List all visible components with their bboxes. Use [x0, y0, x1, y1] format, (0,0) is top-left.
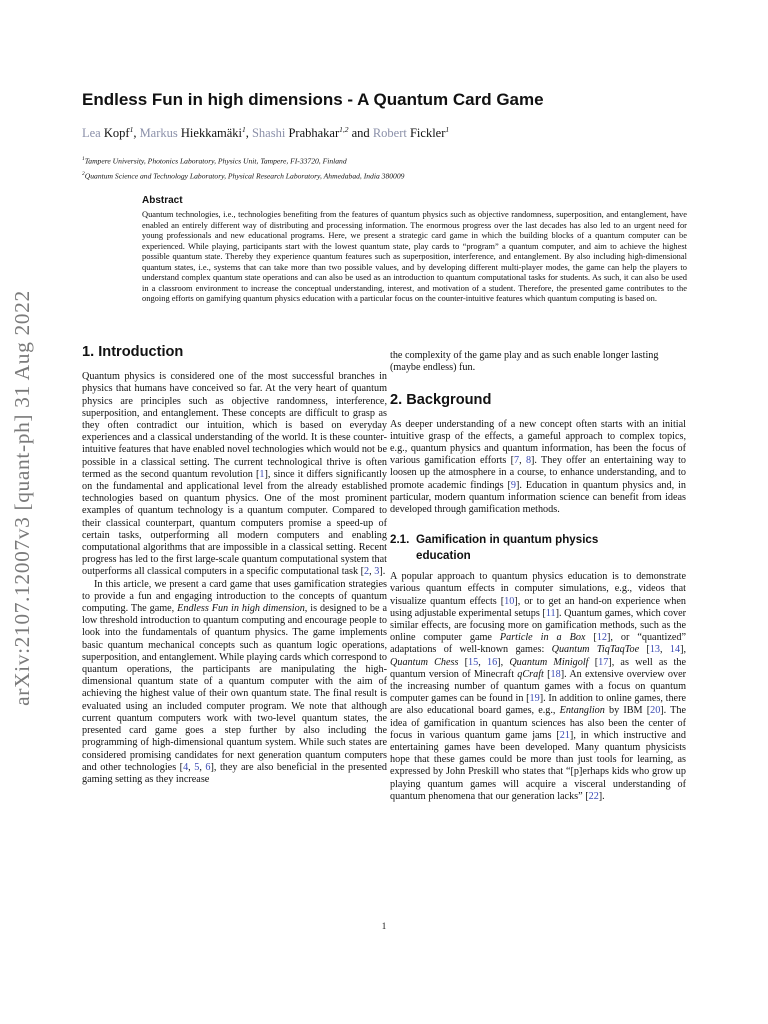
author[interactable]: Robert Fickler$^1$ — [372, 125, 450, 141]
citation-link[interactable]: 1 — [259, 468, 265, 480]
intro-paragraph-1: Quantum physics is considered one of the most successful branches in physics that humans have conceived so far. At the very heart of quantum physics are principles such as objective randomness, interference, superposition, and entanglement. These concepts are difficult to grasp as they often contradict our intuition, which is based on everyday experiences and a classical understanding of the world. It is these counter-intuitive features that have enabled novel technologies which would not be possible in a classical setting. The current technological thrive is often termed as the second quantum revolution [1], since it differs significantly on the fundamental and applicational level from the already established technologies based on quantum physics. One of the most prominent examples of quantum technology is a quantum computer. Compared to their classical counterpart, quantum computers promise a speed-up of certain tasks, outperforming all modern computers and enabling computational algorithms that are impossible in a classical setting. Recent progress has led to the first large-scale quantum computational system that outperforms all classical computers in a specific computational task [2, 3]. — [82, 371, 387, 578]
citation-link[interactable]: 11 — [545, 607, 556, 619]
author[interactable]: Shashi Prabhakar$^{1,2}$ — [251, 125, 349, 141]
citation-link[interactable]: 19 — [529, 693, 540, 705]
citation-link[interactable]: 6 — [205, 761, 211, 773]
citation-link[interactable]: 12 — [596, 632, 607, 644]
citation-link[interactable]: 18 — [550, 668, 561, 680]
background-paragraph-2: A popular approach to quantum physics education is to demonstrate various quantum effects in computer simulations, e.g., videos that visualize quantum effects [10], or to get an hand-on experience when using adjustable experimental setups [11]. Quantum games, which cover similar effects, are focusing more on gamification methods, such as the online computer game Particle in a Box [12], or “quantized” adaptations of well-known games: Quantum TiqTaqToe [13, 14], Quantum Chess [15, 16], Quantum Minigolf [17], as well as the quantum version of Minecraft qCraft [18]. An extensive overview over the increasing number of quantum games with a focus on quantum computer games can be found in [19]. In addition to online games, there are also educational board games, e.g., Entanglion by IBM [20]. The idea of gamification in quantum sciences has also been the center of focus in various quantum game jams [21], in which instructive and entertaining games have been developed. Many quantum physicists hope that these games could be more than just tools for learning, as expressed by John Preskill who states that “[p]erhaps kids who grow up playing quantum games will acquire a visceral understanding of quantum phenomena that our generation lacks” [22]. — [390, 571, 687, 802]
author[interactable]: Lea Kopf$^1$ — [82, 125, 134, 141]
citation-link[interactable]: 16 — [486, 656, 498, 668]
citation-link[interactable]: 17 — [598, 656, 609, 668]
intro-paragraph-2-continued: the complexity of the game play and as such enable longer lasting (maybe endless) fun. — [390, 350, 659, 374]
left-column — [82, 346, 387, 786]
citation-link[interactable]: 14 — [669, 644, 681, 656]
citation-link[interactable]: 10 — [504, 595, 515, 607]
subsection-heading-gamification: 2.1. Gamification in quantum physics education — [390, 533, 599, 562]
citation-link[interactable]: 3 — [374, 566, 380, 578]
citation-link[interactable]: 5 — [194, 761, 200, 773]
author[interactable]: Markus Hiekkamäki$^1$ — [139, 125, 246, 141]
author-list: Lea Kopf$^1$, Markus Hiekkamäki$^1$, Shashi Prabhakar$^{1,2}$ and Robert Fickler$^1$ — [82, 125, 450, 141]
affiliation-1: $^1$Tampere University, Photonics Laboratory, Physics Unit, Tampere, FI-33720, Finland — [82, 156, 347, 166]
citation-link[interactable]: 15 — [468, 656, 479, 668]
right-column — [390, 350, 686, 803]
background-paragraph-1: As deeper understanding of a new concept often starts with an initial intuitive grasp of the effects, a gameful approach to complex topics, e.g., quantum physics and quantum information, has been the focus of various gamification efforts [7, 8]. They offer an entertaining way to loosen up the atmosphere in a course, to enhance understanding, and to promote academic findings [9]. Education in quantum physics and, in particular, modern quantum information science can benefit from ideas developed through gamification methods. — [390, 418, 687, 516]
arxiv-sidebar-stamp: arXiv:2107.12007v3 [quant-ph] 31 Aug 2022 — [10, 290, 34, 706]
citation-link[interactable]: 20 — [650, 705, 661, 717]
paper-title: Endless Fun in high dimensions - A Quantum Card Game — [82, 90, 544, 109]
page-number: 1 — [381, 921, 387, 931]
abstract-text: Quantum technologies, i.e., technologies benefiting from the features of quantum physics such as objective randomness, superposition, and entanglement, have enabled an entirely different way of distributing and processing information. The enormous progress over the last decades has also led to an urgent need for young professionals and new educational programs. Here, we present a strategic card game in which the building blocks of a quantum computer can be experienced. While playing, participants start with the lowest quantum state, play cards to “program” a quantum computer, and aim to achieve the highest possible quantum state. Thereby they experience quantum features such as superposition, interference, and entanglement. By also including high-dimensional quantum states, i.e., systems that can take more than two possible values, and by developing different multi-player modes, the game can help the players to understand complex quantum state operations and can also be used as an introduction to quantum computational tasks for students. As such, it can also be used in a classroom environment to increase the conceptual understanding, interest, and motivation of a student. Therefore, the presented game contributes to the ongoing efforts on gamifying quantum physics education with a particular focus on the counter-intuitive features which quantum computing is based on. — [142, 209, 687, 303]
citation-link[interactable]: 21 — [559, 729, 570, 741]
affiliations — [82, 153, 702, 182]
citation-link[interactable]: 7 — [514, 455, 520, 467]
citation-link[interactable]: 8 — [525, 455, 532, 467]
section-heading-introduction: 1. Introduction — [82, 344, 184, 360]
citation-link[interactable]: 22 — [588, 790, 599, 802]
citation-link[interactable]: 2 — [364, 566, 370, 578]
citation-link[interactable]: 4 — [183, 761, 189, 773]
citation-link[interactable]: 13 — [649, 644, 661, 656]
abstract-heading: Abstract — [142, 195, 183, 206]
intro-paragraph-2: In this article, we present a card game that uses gamification strategies to provide a fun and engaging introduction to the concepts of quantum computing. The game, Endless Fun in high dimension, is designed to be a low threshold introduction to quantum computing and encourage people to look into the fundamentals of quantum physics. The game implements basic quantum mechanical concepts such as quantum logic operations, superposition, and entanglement. While playing cards which correspond to quantum operations, the participants are manipulating the high-dimensional quantum state of a quantum computer with the aim of achieving the highest value of their own quantum state. The final result is evaluated using an included computer program. We note that although current quantum computers work with two-level quantum states, the presented card game goes a step further by also including the programming of high-dimensional quantum system. While such states are considered promising candidates for next generation quantum computers and other technologies [4, 5, 6], they are also beneficial in the presented gaming setting as they increase — [82, 578, 388, 785]
section-heading-background: 2. Background — [390, 392, 492, 409]
citation-link[interactable]: 9 — [510, 479, 516, 491]
affiliation-2: $^2$Quantum Science and Technology Laboratory, Physical Research Laboratory, Ahmedabad, India 380009 — [82, 170, 405, 181]
